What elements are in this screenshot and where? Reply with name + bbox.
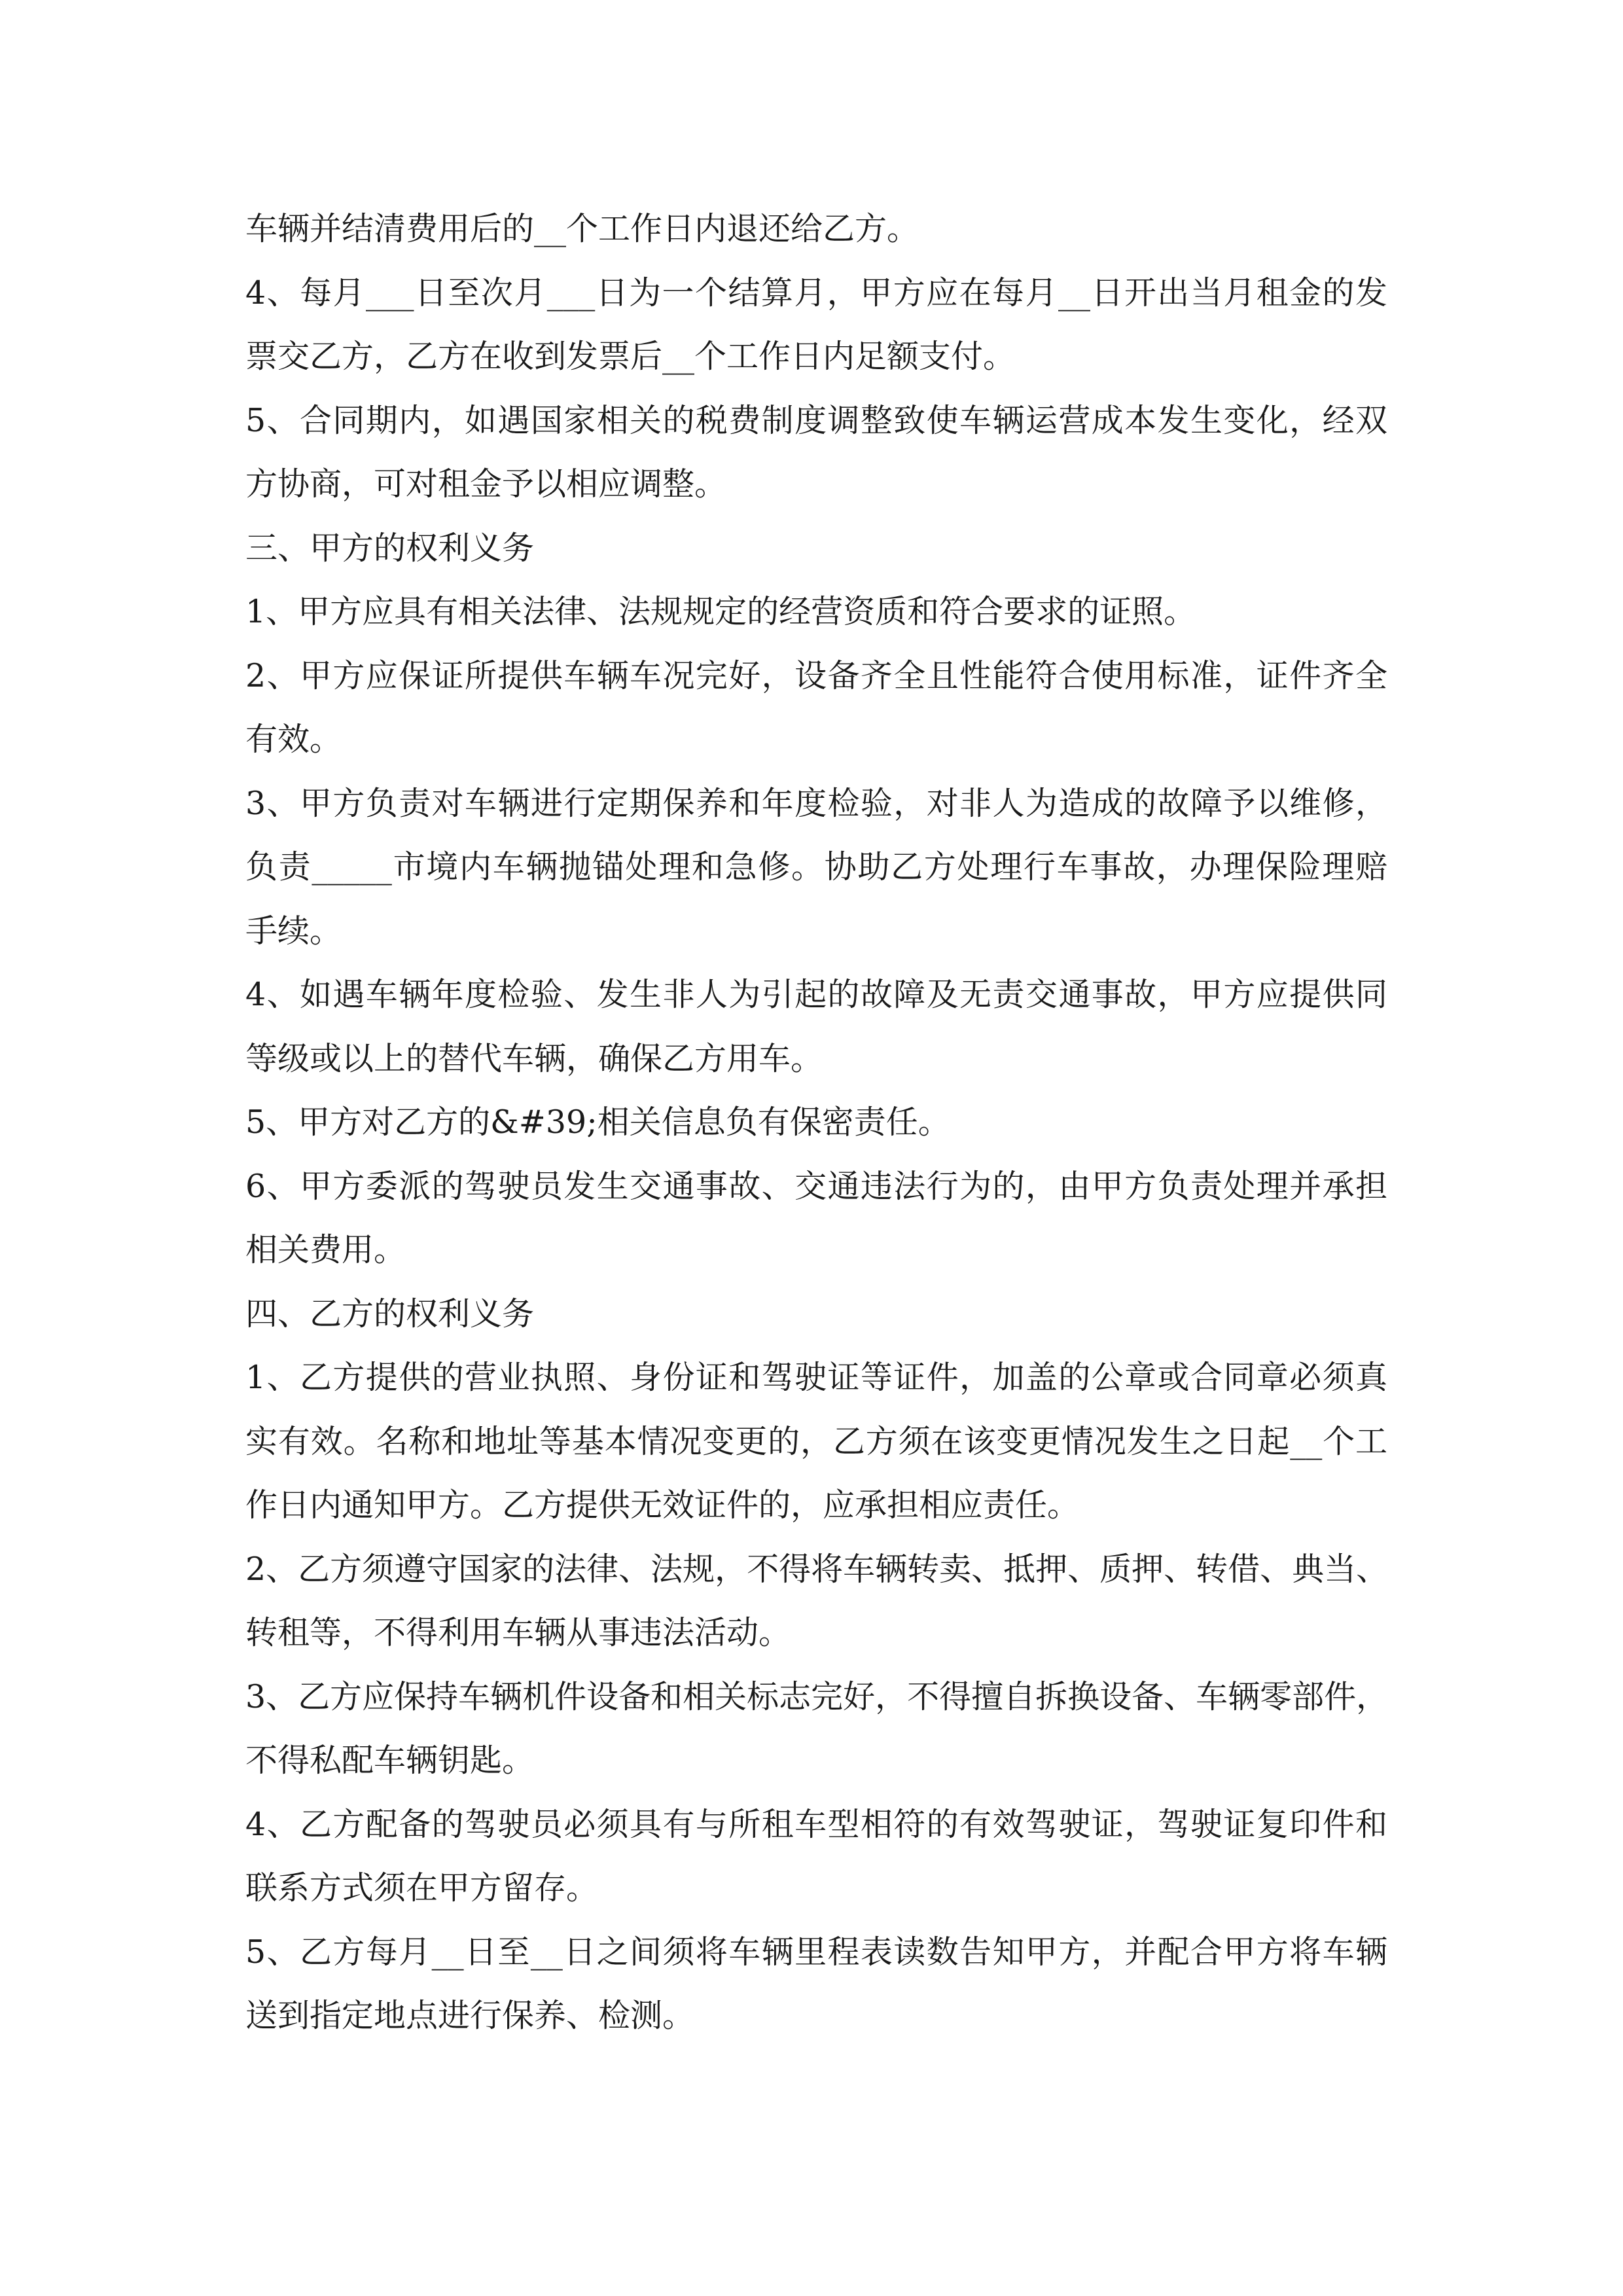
text-line: 实有效。名称和地址等基本情况变更的，乙方须在该变更情况发生之日起__个工 [245,1422,1387,1460]
text-line: 票交乙方，乙方在收到发票后__个工作日内足额支付。 [245,338,1016,375]
text-line: 负责_____市境内车辆抛锚处理和急修。协助乙方处理行车事故，办理保险理赔 [245,848,1387,886]
text-line: 4、乙方配备的驾驶员必须具有与所租车型相符的有效驾驶证，驾驶证复印件和 [245,1805,1387,1843]
text-line: 送到指定地点进行保养、检测。 [245,1997,695,2034]
text-line: 手续。 [245,912,342,950]
text-line: 不得私配车辆钥匙。 [245,1742,535,1779]
section-heading: 三、甲方的权利义务 [245,529,535,567]
text-line: 作日内通知甲方。乙方提供无效证件的，应承担相应责任。 [245,1486,1080,1524]
text-line: 等级或以上的替代车辆，确保乙方用车。 [245,1039,823,1077]
text-line: 方协商，可对租金予以相应调整。 [245,465,727,503]
text-line: 6、甲方委派的驾驶员发生交通事故、交通违法行为的，由甲方负责处理并承担 [245,1167,1387,1205]
text-line: 有效。 [245,721,342,758]
text-line: 1、甲方应具有相关法律、法规规定的经营资质和符合要求的证照。 [245,593,1196,630]
section-heading: 四、乙方的权利义务 [245,1295,535,1333]
document-body [245,197,1387,2048]
text-line: 5、乙方每月__日至__日之间须将车辆里程表读数告知甲方，并配合甲方将车辆 [245,1933,1387,1971]
text-line: 转租等，不得利用车辆从事违法活动。 [245,1614,791,1651]
text-line: 3、乙方应保持车辆机件设备和相关标志完好，不得擅自拆换设备、车辆零部件， [245,1677,1389,1715]
text-line: 3、甲方负责对车辆进行定期保养和年度检验，对非人为造成的故障予以维修， [245,784,1387,822]
text-line: 4、如遇车辆年度检验、发生非人为引起的故障及无责交通事故，甲方应提供同 [245,976,1387,1013]
text-line: 2、甲方应保证所提供车辆车况完好，设备齐全且性能符合使用标准，证件齐全 [245,656,1387,694]
text-line: 2、乙方须遵守国家的法律、法规，不得将车辆转卖、抵押、质押、转借、典当、 [245,1550,1389,1588]
text-line: 5、甲方对乙方的&#39;相关信息负有保密责任。 [245,1103,950,1141]
text-line: 5、合同期内，如遇国家相关的税费制度调整致使车辆运营成本发生变化，经双 [245,401,1387,439]
text-line: 1、乙方提供的营业执照、身份证和驾驶证等证件，加盖的公章或合同章必须真 [245,1359,1387,1396]
text-line: 相关费用。 [245,1231,406,1268]
text-line: 车辆并结清费用后的__个工作日内退还给乙方。 [245,210,919,247]
text-line: 联系方式须在甲方留存。 [245,1869,599,1907]
text-line: 4、每月___日至次月___日为一个结算月，甲方应在每月__日开出当月租金的发 [245,274,1387,312]
